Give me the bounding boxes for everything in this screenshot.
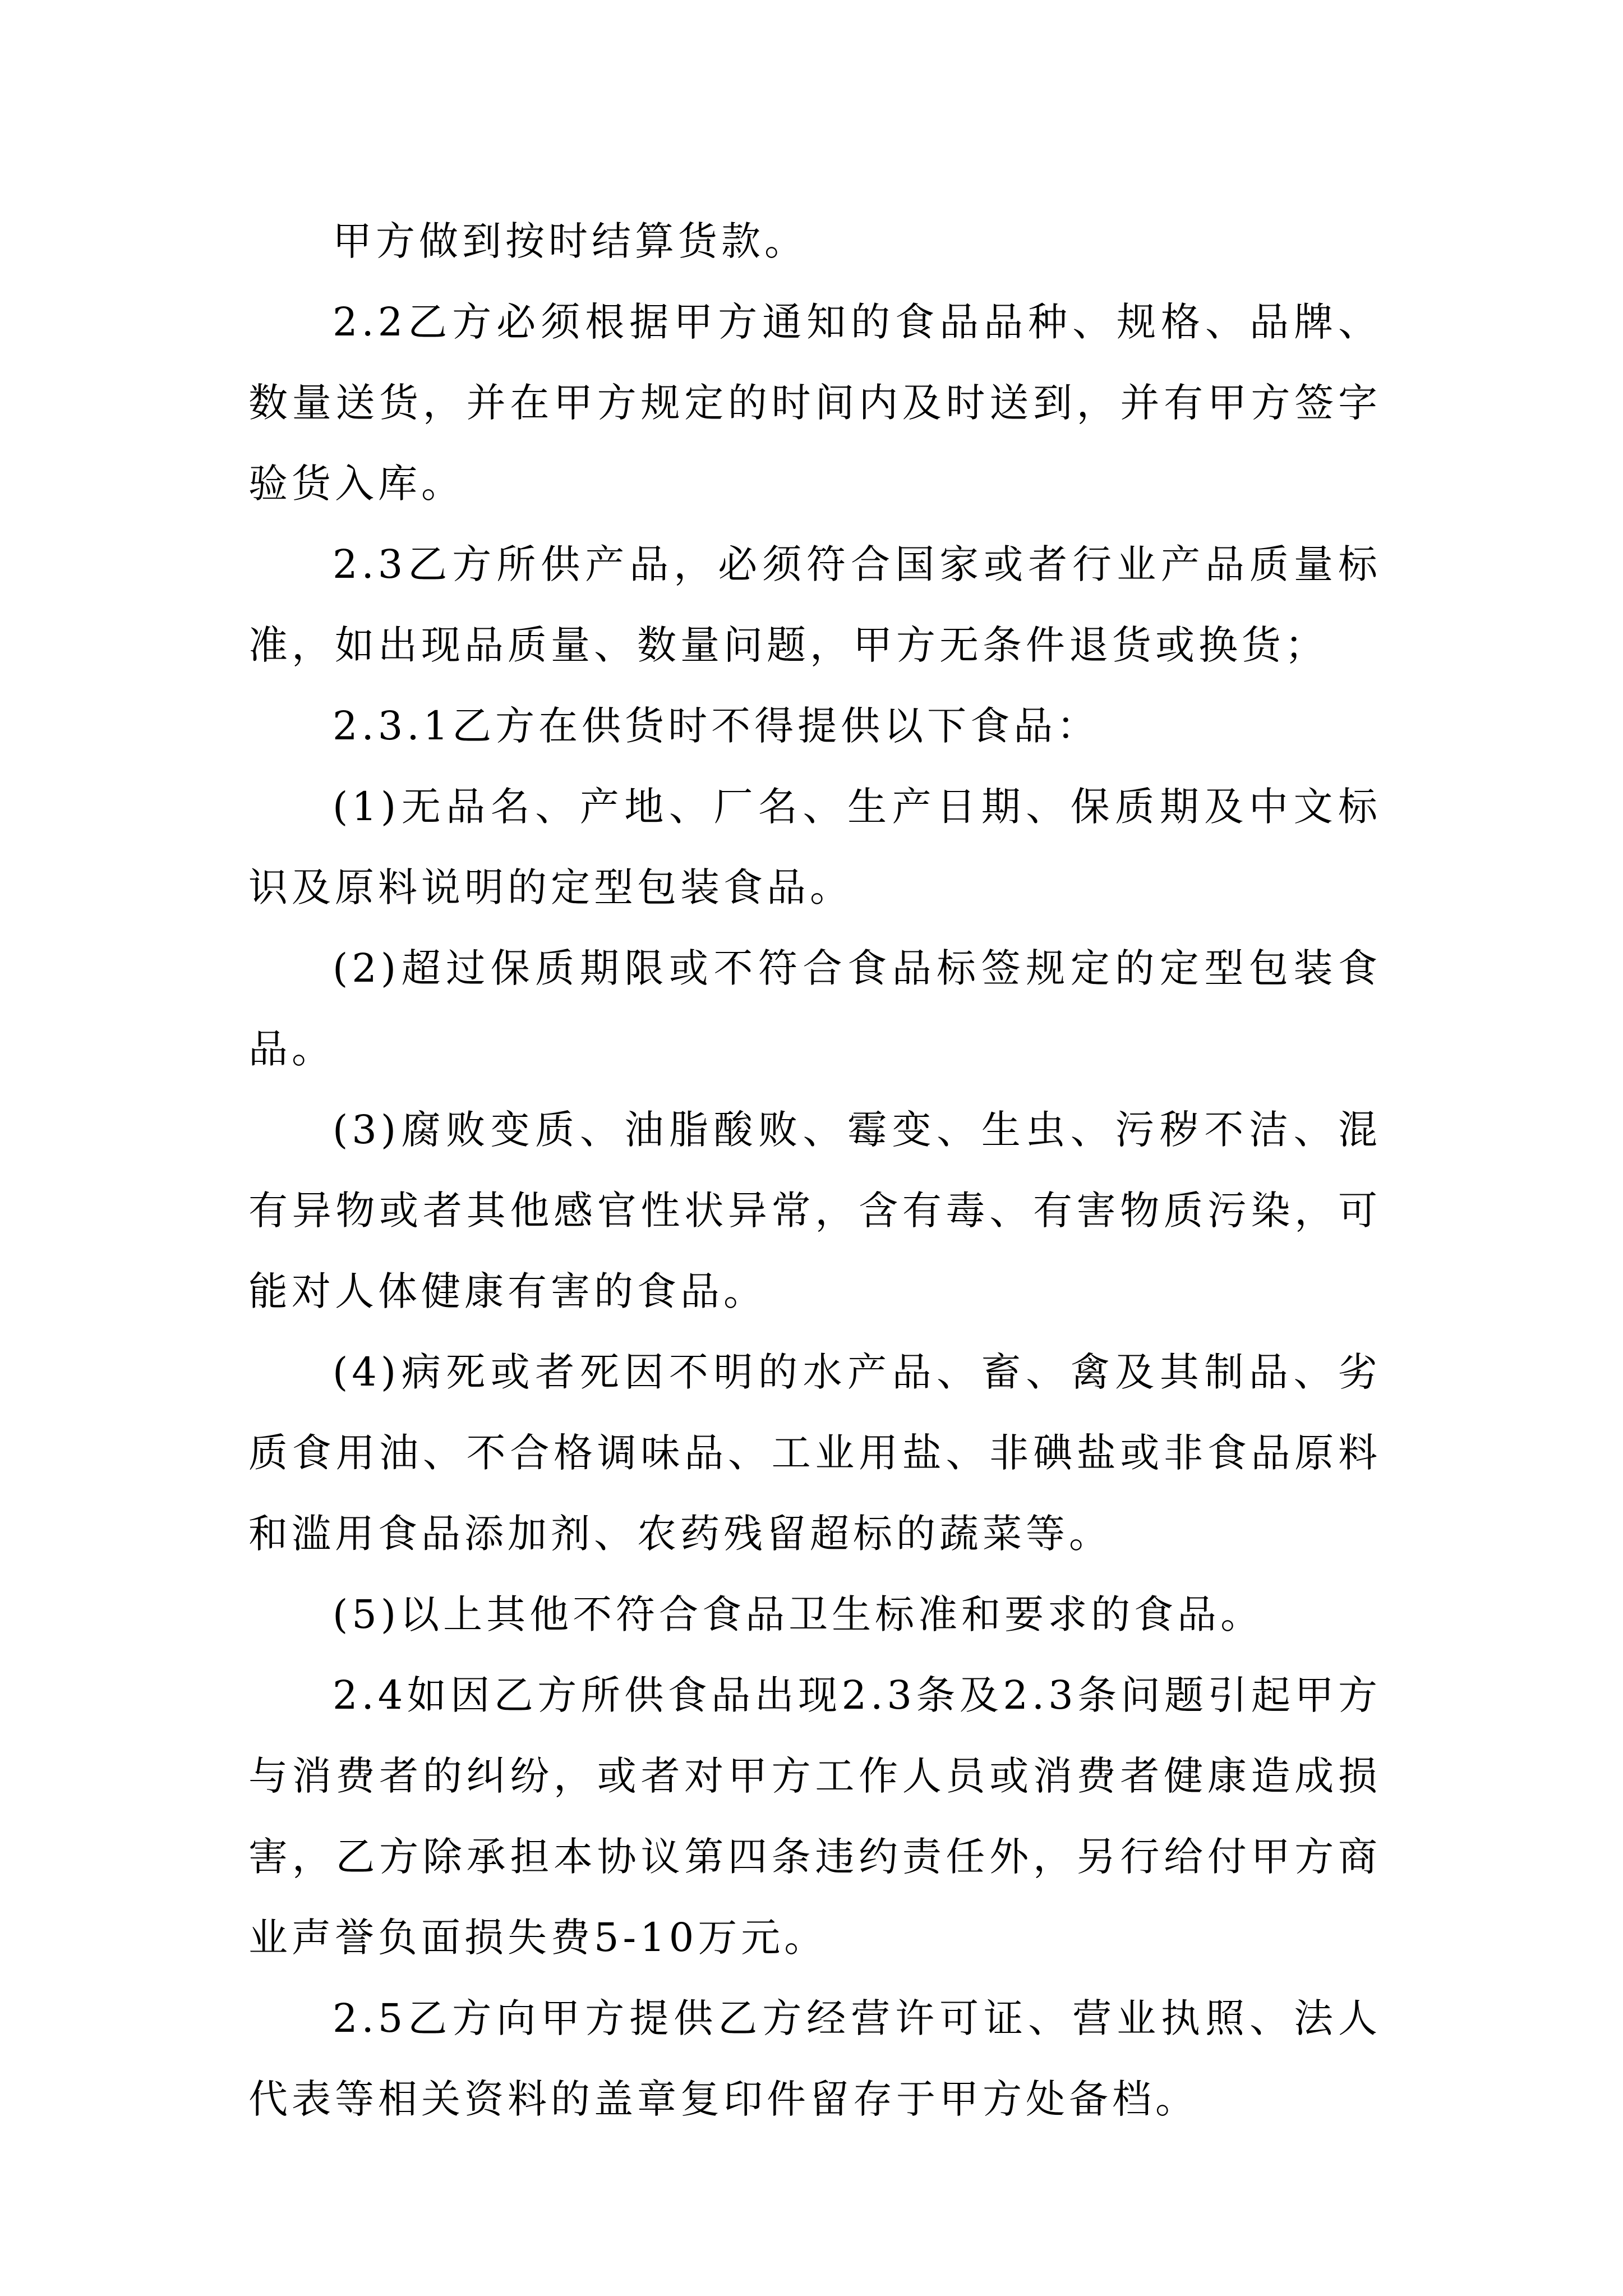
paragraph-clause-2-2: 2.2乙方必须根据甲方通知的食品品种、规格、品牌、数量送货，并在甲方规定的时间内及时送到，并有甲方签字验货入库。 [248, 299, 1381, 507]
paragraph-clause-2-3: 2.3乙方所供产品，必须符合国家或者行业产品质量标准，如出现品质量、数量问题，甲方无条件退货或换货； [248, 541, 1381, 668]
paragraph-clause-2-4: 2.4如因乙方所供食品出现2.3条及2.3条问题引起甲方与消费者的纠纷，或者对甲方工作人员或消费者健康造成损害，乙方除承担本协议第四条违约责任外，另行给付甲方商业声誉负面损失费5-10万元。 [248, 1672, 1381, 1961]
paragraph-item-2: (2)超过保质期限或不符合食品标签规定的定型包装食品。 [248, 945, 1381, 1072]
document-body [248, 201, 1381, 2139]
paragraph-item-4: (4)病死或者死因不明的水产品、畜、禽及其制品、劣质食用油、不合格调味品、工业用盐、非碘盐或非食品原料和滥用食品添加剂、农药残留超标的蔬菜等。 [248, 1349, 1381, 1557]
paragraph-clause-2-3-1: 2.3.1乙方在供货时不得提供以下食品： [333, 703, 1100, 749]
paragraph-clause-2-5: 2.5乙方向甲方提供乙方经营许可证、营业执照、法人代表等相关资料的盖章复印件留存于甲方处备档。 [248, 1995, 1381, 2122]
paragraph-item-5: (5)以上其他不符合食品卫生标准和要求的食品。 [333, 1591, 1264, 1637]
paragraph-settlement-continuation: 甲方做到按时结算货款。 [333, 218, 808, 264]
paragraph-item-3: (3)腐败变质、油脂酸败、霉变、生虫、污秽不洁、混有异物或者其他感官性状异常，含有毒、有害物质污染，可能对人体健康有害的食品。 [248, 1107, 1381, 1314]
paragraph-item-1: (1)无品名、产地、厂名、生产日期、保质期及中文标识及原料说明的定型包装食品。 [248, 784, 1381, 910]
